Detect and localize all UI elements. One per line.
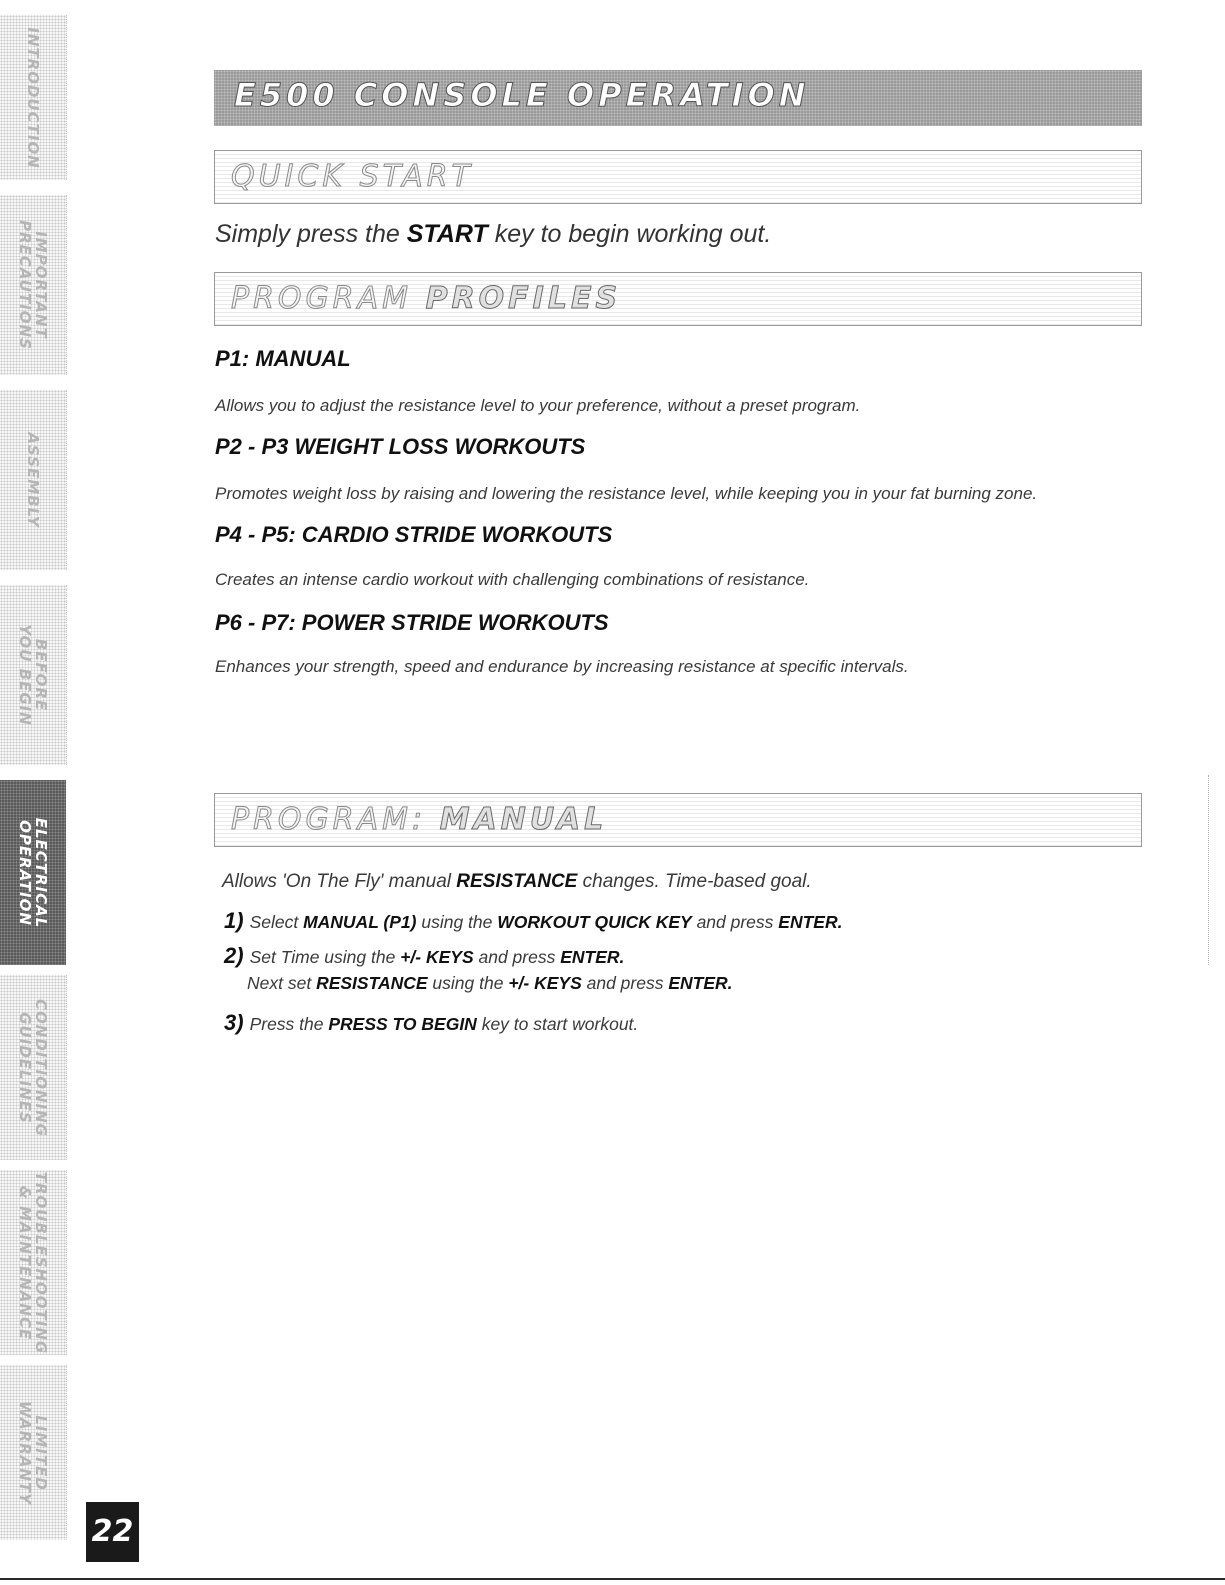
profile-title: P1: MANUAL [215,346,351,371]
tab-label: BEFORE YOU BEGIN [16,624,50,726]
tab-label: IMPORTANT PRECAUTIONS [16,220,50,350]
tab-limited-warranty[interactable] [0,1365,67,1540]
tab-label: LIMITED WARRANTY [16,1400,50,1505]
section-tab-rail [0,0,68,1585]
profile-description: Creates an intense cardio workout with challenging combinations of resistance. [215,570,810,589]
tab-troubleshooting-maintenance[interactable] [0,1170,67,1355]
tab-important-precautions[interactable] [0,195,67,375]
start-key-label: START [406,220,488,248]
program-manual-heading: PROGRAM: MANUAL [231,802,608,837]
tab-label: CONDITIONING GUIDELINES [16,998,50,1137]
tab-label: ASSEMBLY [24,432,42,528]
profile-title: P2 - P3 WEIGHT LOSS WORKOUTS [215,434,586,459]
quick-start-text: Simply press the START key to begin working out. [215,220,772,248]
manual-intro: Allows 'On The Fly' manual RESISTANCE changes. Time-based goal. [222,871,812,892]
tab-label: TROUBLESHOOTING & MAINTENANCE [16,1171,50,1354]
profile-description: Allows you to adjust the resistance level to your preference, without a preset program. [215,396,861,415]
tab-before-you-begin[interactable] [0,585,67,765]
instruction-step-2: 2) Set Time using the +/- KEYS and press ENTER. [224,943,625,968]
page-title-banner [214,70,1142,126]
margin-rule [1208,775,1210,965]
bottom-rule [0,1578,1225,1580]
quick-start-header [214,150,1142,204]
program-profiles-heading: PROGRAM PROFILES [231,281,622,316]
instruction-step-3: 3) Press the PRESS TO BEGIN key to start workout. [224,1010,639,1035]
program-manual-header [214,793,1142,847]
instruction-step-2-continued: Next set RESISTANCE using the +/- KEYS and press ENTER. [247,973,733,993]
profile-title: P6 - P7: POWER STRIDE WORKOUTS [215,610,609,635]
tab-introduction[interactable] [0,15,67,180]
tab-assembly[interactable] [0,390,67,570]
tab-label: INTRODUCTION [24,26,42,169]
tab-conditioning-guidelines[interactable] [0,975,67,1160]
profile-description: Promotes weight loss by raising and lowering the resistance level, while keeping you in your fat burning zone. [215,484,1038,503]
tab-label: ELECTRICAL OPERATION [16,817,50,928]
instruction-step-1: 1) Select MANUAL (P1) using the WORKOUT QUICK KEY and press ENTER. [224,908,843,933]
program-profiles-header [214,272,1142,326]
page-title: E500 CONSOLE OPERATION [234,76,810,114]
profile-description: Enhances your strength, speed and endurance by increasing resistance at specific intervals. [215,657,909,676]
profile-title: P4 - P5: CARDIO STRIDE WORKOUTS [215,522,613,547]
page-number: 22 [86,1502,139,1562]
quick-start-heading: QUICK START [231,159,474,194]
tab-electrical-operation[interactable] [0,780,66,965]
